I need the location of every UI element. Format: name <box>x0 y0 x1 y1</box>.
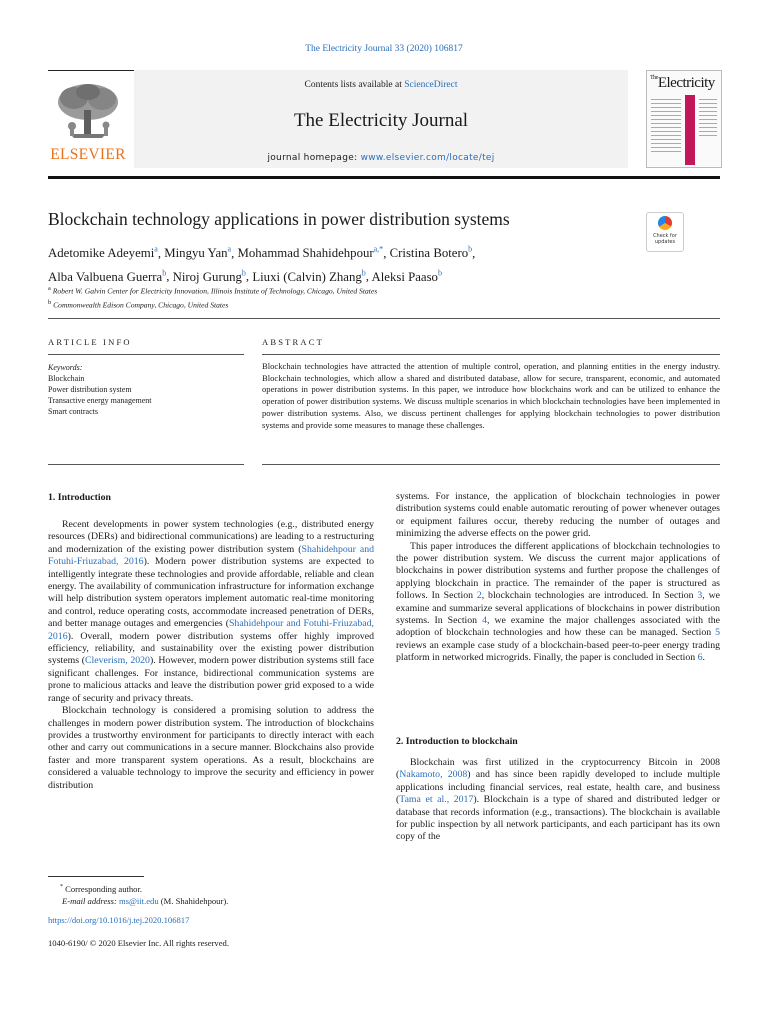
email-note: E-mail address: ms@iit.edu (M. Shahidehpour). <box>62 895 229 906</box>
journal-name: The Electricity Journal <box>293 110 469 131</box>
article-title: Blockchain technology applications in power distribution systems <box>48 209 510 229</box>
homepage-link[interactable]: www.elsevier.com/locate/tej <box>360 153 495 163</box>
text-run: , we examine and summarize several applications of blockchains in power distribution systems. In Section <box>396 590 720 627</box>
issn-copyright: 1040-6190/ © 2020 Elsevier Inc. All rights reserved. <box>48 938 229 948</box>
text-run: Blockchain technology is considered a promising solution to address the challenges in modern power distribution system. The introduction of blockchains provides a trustworthy environment for participants to directly interact with each other and carry out communications in a secure manner. Blockchains also provide faster and more transparent system operations. As a result, blockchains are considered a valuable technology to improve the security and efficiency in power distribution <box>48 705 374 791</box>
cover-accent-bar <box>685 95 695 165</box>
keyword: Smart contracts <box>48 407 98 416</box>
cover-prefix: The <box>650 75 658 81</box>
homepage-line <box>134 153 628 163</box>
citation-link[interactable]: 5 <box>715 627 720 639</box>
footnote-rule <box>48 876 144 877</box>
crossmark-badge[interactable] <box>646 212 684 252</box>
cover-text-lines <box>651 99 681 155</box>
affiliation: $^a$ Robert W. Galvin Center for Electricity Innovation, Illinois Institute of Technology, Chicago, United States <box>48 285 378 296</box>
body-column-right-section2 <box>396 757 720 844</box>
elsevier-tree-icon <box>52 80 124 142</box>
article-info-bottom-rule <box>48 464 244 465</box>
abstract-text: Blockchain technologies have attracted the attention of multiple control, operation, and planning entities in the energy industry. Blockchain technologies, which allow a shared and distributed database, allow for secure, transparent, economic, and automated operations in power distribution systems. In this paper, we introduce how blockchains work and can be utilized to enhance the operation of power distribution systems. We discuss multiple scenarios in which blockchain technologies have been implemented in power distribution systems. Also, we discuss pertinent challenges for applying blockchain technologies to power distribution systems and provide some measures to manage these challenges. <box>262 361 720 430</box>
author[interactable]: Niroj Gurung$^b$ <box>172 268 246 284</box>
citation-link[interactable]: Tama et al., 2017 <box>399 794 474 806</box>
body-column-right <box>396 491 720 665</box>
keyword: Transactive energy management <box>48 396 152 405</box>
elsevier-wordmark: ELSEVIER <box>50 146 126 163</box>
abstract-bottom-rule <box>262 464 720 465</box>
keyword: Blockchain <box>48 374 85 383</box>
elsevier-logo <box>48 76 128 164</box>
author[interactable]: Cristina Botero$^b$ <box>389 245 473 261</box>
corresponding-author-note: * Corresponding author. <box>60 883 143 894</box>
journal-citation[interactable]: The Electricity Journal 33 (2020) 106817 <box>305 44 463 54</box>
affiliation-rule <box>48 318 720 319</box>
citation-link[interactable]: Shahidehpour and Fotuhi-Friuzabad, 2016 <box>48 618 375 642</box>
affiliations <box>48 283 648 310</box>
citation-link[interactable]: Shahidehpour and Fotuhi-Friuzabad, 2016 <box>48 543 374 568</box>
text-run: ). However, modern power distribution systems still face significant challenges. For instance, bidirectional communication systems are prone to malicious attacks and leave the distribution power grid exposed to a wide range of security and privacy threats. <box>48 655 374 704</box>
homepage-prefix: journal homepage: <box>267 153 361 163</box>
cover-title <box>650 75 715 92</box>
journal-masthead <box>48 70 720 168</box>
text-run: This paper introduces the different applications of blockchain technologies to the power distribution system. We discuss the current major applications of blockchains in power distribution systems and further propose the challenges of applying blockchain in practice. The remainder of the paper is structured as follows. In Section <box>396 540 720 602</box>
text-run: ) and has since been rapidly developed to include multiple applications including financial services, real estate, health care, and business ( <box>396 769 720 806</box>
masthead-bottom-rule <box>48 176 720 179</box>
paragraph <box>48 519 374 705</box>
footnote <box>48 881 228 907</box>
sciencedirect-link[interactable]: ScienceDirect <box>404 80 458 90</box>
doi-link[interactable]: https://doi.org/10.1016/j.tej.2020.106817 <box>48 915 190 925</box>
article-info-heading: ARTICLE INFO <box>48 337 132 347</box>
author[interactable]: Mingyu Yan$^a$ <box>164 245 232 261</box>
section-heading-introduction: 1. Introduction <box>48 492 111 503</box>
crossmark-label: Check for updates <box>653 233 677 245</box>
email-link[interactable]: ms@iit.edu <box>118 895 159 906</box>
keywords-label: Keywords: <box>48 363 83 372</box>
text-run: , blockchain technologies are introduced. In Section <box>481 590 698 602</box>
body-column-left <box>48 519 374 792</box>
abstract-rule <box>262 354 720 355</box>
author[interactable]: Mohammad Shahidehpour$^{a,*}$ <box>237 245 384 261</box>
paragraph <box>48 705 374 792</box>
cover-title-text: Electricity <box>657 75 715 91</box>
author-list: Adetomike Adeyemi$^a$, Mingyu Yan$^a$, Mohammad Shahidehpour$^{a,*}$, Cristina Botero$^b$, Alba Valbuena Guerra$^b$, Niroj Gurung$^b$, Liuxi (Calvin) Zhang$^b$, Aleksi Paaso$^b$ <box>48 245 476 284</box>
author[interactable]: Aleksi Paaso$^b$ <box>371 268 442 284</box>
author[interactable]: Alba Valbuena Guerra$^b$ <box>48 268 167 284</box>
article-info-rule <box>48 354 244 355</box>
text-run: Recent developments in power system technologies (e.g., distributed energy resources (DERs) and bidirectional communications) are leading to a restructuring and modernization of the existing power distribution system ( <box>48 519 374 555</box>
text-run: ). Overall, modern power distribution systems offer highly improved efficiency, reliability, and sustainability over the existing power distribution systems ( <box>48 630 374 667</box>
contents-line <box>134 80 628 90</box>
contents-prefix: Contents lists available at <box>304 80 405 90</box>
text-run: , we examine the major challenges associated with the adoption of blockchain technologies and how these can be managed. Section <box>396 615 720 639</box>
keywords-block <box>48 362 244 417</box>
author[interactable]: Liuxi (Calvin) Zhang$^b$ <box>252 268 366 284</box>
paragraph <box>396 541 720 665</box>
citation-link[interactable]: 6 <box>697 652 703 664</box>
citation-link[interactable]: Cleverism, 2020 <box>84 655 150 667</box>
crossmark-icon <box>658 216 672 230</box>
journal-cover-thumbnail[interactable] <box>646 70 722 168</box>
cover-text-lines-right <box>699 99 717 139</box>
affiliation: $^b$ Commonwealth Edison Company, Chicago, United States <box>48 298 229 310</box>
section-heading-blockchain: 2. Introduction to blockchain <box>396 736 518 747</box>
citation-link[interactable]: Nakamoto, 2008 <box>399 769 468 781</box>
text-run: ). Blockchain is a type of shared and distributed ledger or database that records information (e.g., transactions). The blockchain is available for public inspection by all network participants, and each participant has its own copy of the <box>396 794 720 843</box>
text-run: reviews an example case study of a blockchain-based peer-to-peer energy trading platform in networked microgrids. Finally, the paper is concluded in Section <box>396 639 720 664</box>
abstract-heading: ABSTRACT <box>262 337 324 347</box>
journal-info-box <box>134 70 628 168</box>
citation-link[interactable]: 2 <box>476 590 482 602</box>
keyword: Power distribution system <box>48 385 132 394</box>
text-run: Blockchain was first utilized in the cryptocurrency Bitcoin in 2008 ( <box>396 757 720 781</box>
paragraph <box>396 757 720 844</box>
author[interactable]: Adetomike Adeyemi$^a$ <box>48 245 158 261</box>
text-run: . <box>702 652 705 664</box>
paragraph <box>396 491 720 541</box>
text-run: ). Modern power distribution systems are expected to intelligently integrate these technologies and provide affordable, reliable and clean energy. The availability of communication infrastructure for information exchange will help distribution system operators implement automatic real-time monitoring and control, reduce operating costs, accommodate increased penetration of DERs, and better manage outages and emergencies ( <box>48 556 375 630</box>
text-run: systems. For instance, the application of blockchain technologies in power distribution systems could enable automatic rerouting of power whenever outages or equipment failures occur, thereby reducing the number of outages and minimizing the adverse effects on the power grid. <box>396 491 720 540</box>
citation-link[interactable]: 4 <box>482 615 487 627</box>
citation-link[interactable]: 3 <box>697 590 703 602</box>
